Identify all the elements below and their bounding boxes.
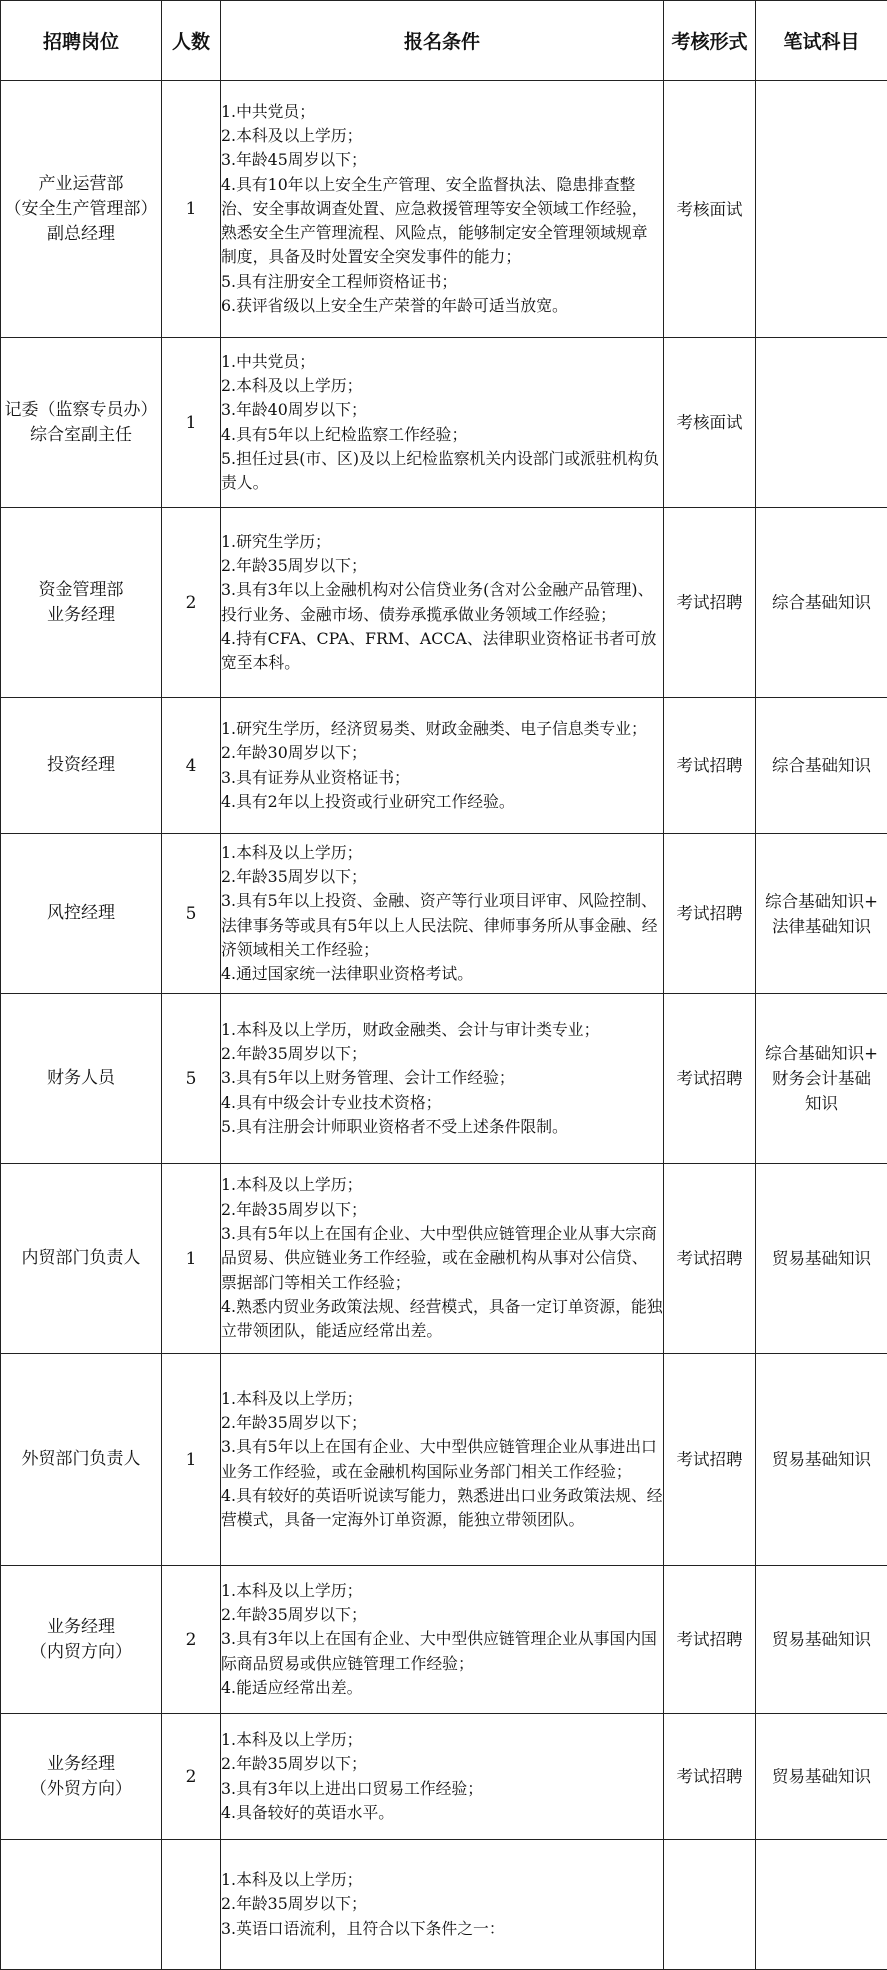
cell-requirements	[221, 508, 664, 698]
table-row	[1, 1566, 887, 1714]
requirement-item: 1.本科及以上学历；	[221, 1868, 663, 1892]
table-row	[1, 1354, 887, 1566]
cell-position: 业务经理 （内贸方向）	[1, 1566, 162, 1714]
cell-requirements	[221, 1714, 664, 1840]
cell-exam-subjects: 贸易基础知识	[756, 1354, 887, 1566]
cell-requirements	[221, 1840, 664, 1970]
cell-position: 财务人员	[1, 994, 162, 1164]
requirement-item: 2.年龄35周岁以下；	[221, 865, 663, 889]
header-count: 人数	[162, 1, 221, 81]
cell-count: 5	[162, 834, 221, 994]
header-requirements: 报名条件	[221, 1, 664, 81]
table-row	[1, 81, 887, 338]
cell-exam-subjects: 综合基础知识	[756, 508, 887, 698]
table-header-row	[1, 1, 887, 81]
requirement-item: 4.具有较好的英语听说读写能力，熟悉进出口业务政策法规、经营模式，具备一定海外订单资源，能独立带领团队。	[221, 1484, 663, 1533]
cell-count: 1	[162, 81, 221, 338]
cell-position: 资金管理部 业务经理	[1, 508, 162, 698]
cell-assessment: 考试招聘	[664, 698, 756, 834]
table-row	[1, 1840, 887, 1970]
cell-assessment: 考核面试	[664, 81, 756, 338]
requirement-item: 2.本科及以上学历；	[221, 374, 663, 398]
header-position: 招聘岗位	[1, 1, 162, 81]
cell-requirements	[221, 698, 664, 834]
cell-assessment: 考试招聘	[664, 508, 756, 698]
cell-assessment: 考试招聘	[664, 1714, 756, 1840]
requirement-item: 1.本科及以上学历；	[221, 1728, 663, 1752]
requirement-item: 3.年龄40周岁以下；	[221, 398, 663, 422]
cell-position: 风控经理	[1, 834, 162, 994]
cell-exam-subjects: 贸易基础知识	[756, 1714, 887, 1840]
cell-requirements	[221, 338, 664, 508]
cell-assessment: 考试招聘	[664, 1566, 756, 1714]
requirement-item: 1.本科及以上学历，财政金融类、会计与审计类专业；	[221, 1018, 663, 1042]
cell-count: 5	[162, 994, 221, 1164]
requirement-item: 1.本科及以上学历；	[221, 841, 663, 865]
table-row	[1, 1164, 887, 1354]
table-row	[1, 508, 887, 698]
requirement-item: 4.具备较好的英语水平。	[221, 1801, 663, 1825]
requirement-item: 2.年龄35周岁以下；	[221, 1752, 663, 1776]
requirement-item: 3.具有3年以上进出口贸易工作经验；	[221, 1777, 663, 1801]
cell-exam-subjects: 综合基础知识+ 财务会计基础 知识	[756, 994, 887, 1164]
cell-requirements	[221, 1566, 664, 1714]
requirement-item: 2.年龄35周岁以下；	[221, 1411, 663, 1435]
requirement-item: 2.年龄35周岁以下；	[221, 1198, 663, 1222]
requirement-item: 4.能适应经常出差。	[221, 1676, 663, 1700]
requirement-item: 4.熟悉内贸业务政策法规、经营模式，具备一定订单资源，能独立带领团队，能适应经常出差。	[221, 1295, 663, 1344]
requirement-item: 5.担任过县(市、区)及以上纪检监察机关内设部门或派驻机构负责人。	[221, 447, 663, 496]
cell-count: 1	[162, 1354, 221, 1566]
requirement-item: 4.持有CFA、CPA、FRM、ACCA、法律职业资格证书者可放宽至本科。	[221, 627, 663, 676]
cell-requirements	[221, 1164, 664, 1354]
cell-requirements	[221, 81, 664, 338]
cell-exam-subjects: 综合基础知识	[756, 698, 887, 834]
requirement-item: 1.研究生学历；	[221, 530, 663, 554]
table-row	[1, 1714, 887, 1840]
requirement-item: 2.年龄35周岁以下；	[221, 1603, 663, 1627]
cell-exam-subjects	[756, 81, 887, 338]
cell-count: 2	[162, 1566, 221, 1714]
cell-requirements	[221, 1354, 664, 1566]
requirement-item: 3.具有5年以上投资、金融、资产等行业项目评审、风险控制、法律事务等或具有5年以上人民法院、律师事务所从事金融、经济领域相关工作经验；	[221, 889, 663, 962]
cell-count	[162, 1840, 221, 1970]
cell-exam-subjects: 贸易基础知识	[756, 1566, 887, 1714]
requirement-item: 1.本科及以上学历；	[221, 1173, 663, 1197]
cell-count: 2	[162, 508, 221, 698]
cell-position: 外贸部门负责人	[1, 1354, 162, 1566]
requirement-item: 2.年龄30周岁以下；	[221, 741, 663, 765]
requirement-item: 3.具有3年以上在国有企业、大中型供应链管理企业从事国内国际商品贸易或供应链管理工作经验；	[221, 1627, 663, 1676]
requirement-item: 3.具有5年以上在国有企业、大中型供应链管理企业从事大宗商品贸易、供应链业务工作经验，或在金融机构从事对公信贷、票据部门等相关工作经验；	[221, 1222, 663, 1295]
requirement-item: 4.具有中级会计专业技术资格；	[221, 1091, 663, 1115]
cell-count: 2	[162, 1714, 221, 1840]
requirement-item: 4.具有10年以上安全生产管理、安全监督执法、隐患排查整治、安全事故调查处置、应急救援管理等安全领域工作经验，熟悉安全生产管理流程、风险点，能够制定安全管理领域规章制度，具备及时处置安全突发事件的能力；	[221, 173, 663, 270]
cell-position: 产业运营部 （安全生产管理部） 副总经理	[1, 81, 162, 338]
requirement-item: 2.年龄35周岁以下；	[221, 554, 663, 578]
cell-assessment: 考核面试	[664, 338, 756, 508]
table-row	[1, 338, 887, 508]
cell-count: 1	[162, 338, 221, 508]
requirement-item: 2.年龄35周岁以下；	[221, 1892, 663, 1916]
cell-position: 内贸部门负责人	[1, 1164, 162, 1354]
requirement-item: 4.具有5年以上纪检监察工作经验；	[221, 423, 663, 447]
requirement-item: 6.获评省级以上安全生产荣誉的年龄可适当放宽。	[221, 294, 663, 318]
header-exam-subjects: 笔试科目	[756, 1, 887, 81]
requirement-item: 1.本科及以上学历；	[221, 1579, 663, 1603]
cell-exam-subjects: 贸易基础知识	[756, 1164, 887, 1354]
cell-assessment	[664, 1840, 756, 1970]
requirement-item: 3.具有5年以上在国有企业、大中型供应链管理企业从事进出口业务工作经验，或在金融机构国际业务部门相关工作经验；	[221, 1435, 663, 1484]
cell-position: 业务经理 （外贸方向）	[1, 1714, 162, 1840]
header-assessment: 考核形式	[664, 1, 756, 81]
cell-assessment: 考试招聘	[664, 994, 756, 1164]
cell-assessment: 考试招聘	[664, 1164, 756, 1354]
requirement-item: 1.中共党员；	[221, 100, 663, 124]
cell-position: 记委（监察专员办） 综合室副主任	[1, 338, 162, 508]
cell-position: 投资经理	[1, 698, 162, 834]
requirement-item: 5.具有注册会计师职业资格者不受上述条件限制。	[221, 1115, 663, 1139]
requirement-item: 1.本科及以上学历；	[221, 1387, 663, 1411]
table-row	[1, 698, 887, 834]
table-row	[1, 834, 887, 994]
cell-assessment: 考试招聘	[664, 834, 756, 994]
requirement-item: 3.年龄45周岁以下；	[221, 148, 663, 172]
cell-assessment: 考试招聘	[664, 1354, 756, 1566]
requirement-item: 2.本科及以上学历；	[221, 124, 663, 148]
cell-count: 1	[162, 1164, 221, 1354]
requirement-item: 5.具有注册安全工程师资格证书；	[221, 270, 663, 294]
cell-count: 4	[162, 698, 221, 834]
cell-exam-subjects	[756, 338, 887, 508]
requirement-item: 1.研究生学历，经济贸易类、财政金融类、电子信息类专业；	[221, 717, 663, 741]
requirement-item: 4.具有2年以上投资或行业研究工作经验。	[221, 790, 663, 814]
requirement-item: 4.通过国家统一法律职业资格考试。	[221, 962, 663, 986]
cell-requirements	[221, 994, 664, 1164]
requirement-item: 3.具有证券从业资格证书；	[221, 766, 663, 790]
requirement-item: 2.年龄35周岁以下；	[221, 1042, 663, 1066]
requirement-item: 3.英语口语流利，且符合以下条件之一：	[221, 1917, 663, 1941]
requirement-item: 3.具有3年以上金融机构对公信贷业务(含对公金融产品管理)、投行业务、金融市场、债券承揽承做业务领域工作经验；	[221, 578, 663, 627]
cell-position	[1, 1840, 162, 1970]
requirement-item: 3.具有5年以上财务管理、会计工作经验；	[221, 1066, 663, 1090]
cell-exam-subjects: 综合基础知识+ 法律基础知识	[756, 834, 887, 994]
table-row	[1, 994, 887, 1164]
cell-exam-subjects	[756, 1840, 887, 1970]
requirement-item: 1.中共党员；	[221, 350, 663, 374]
cell-requirements	[221, 834, 664, 994]
